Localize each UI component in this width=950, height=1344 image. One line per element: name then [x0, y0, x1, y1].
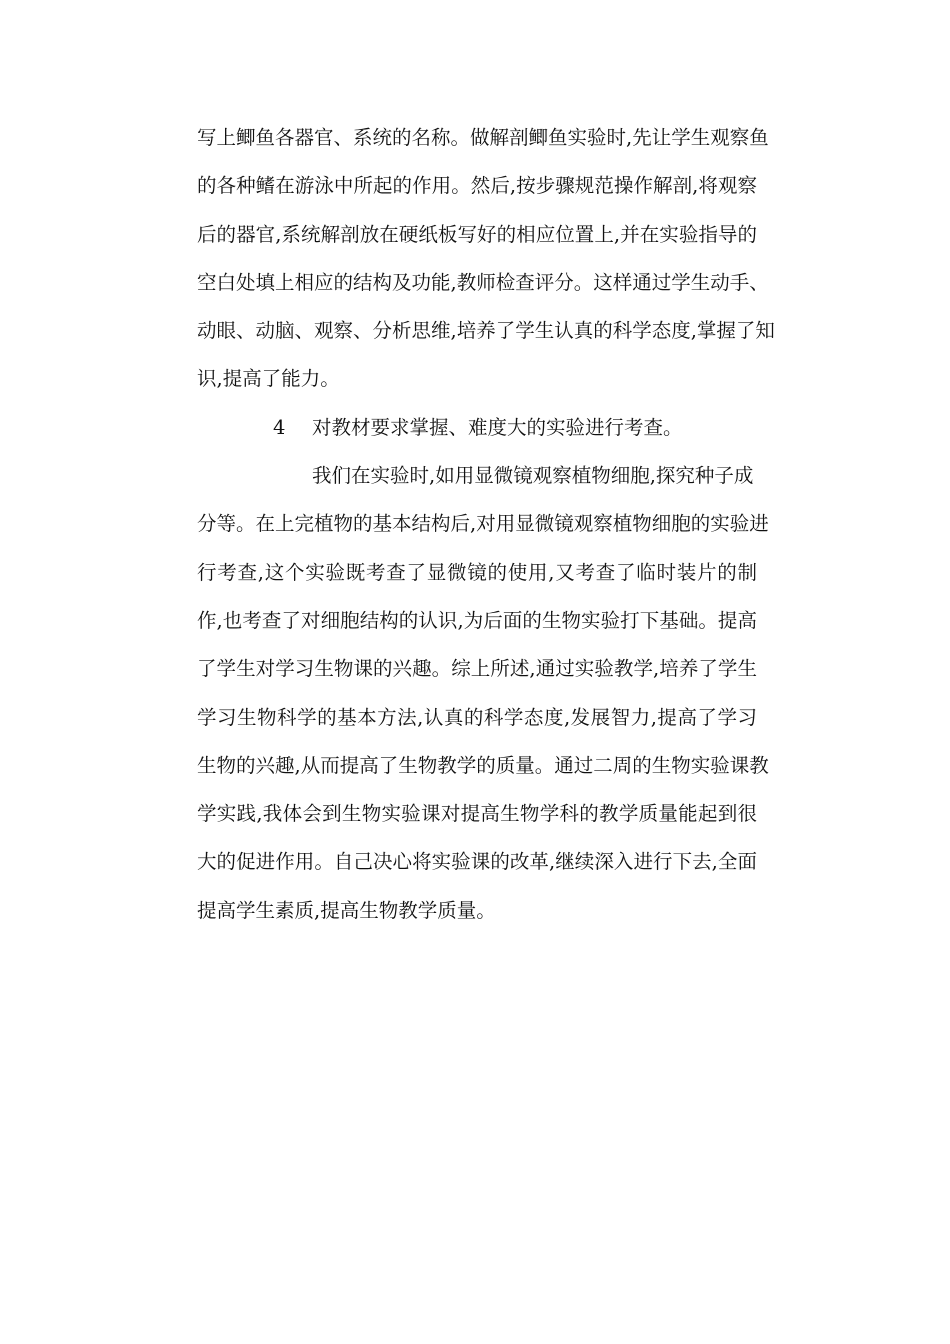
paragraph-line: 了学生对学习生物课的兴趣。综上所述,通过实验教学,培养了学生: [197, 657, 757, 681]
paragraph-line: 写上鲫鱼各器官、系统的名称。做解剖鲫鱼实验时,先让学生观察鱼: [197, 126, 769, 149]
paragraph-line: 的各种鳍在游泳中所起的作用。然后,按步骤规范操作解剖,将观察: [197, 174, 757, 198]
section-title: 对教材要求掌握、难度大的实验进行考查。: [312, 415, 683, 439]
paragraph-line: 作,也考查了对细胞结构的认识,为后面的生物实验打下基础。提高: [197, 608, 757, 632]
paragraph-first-line: 我们在实验时,如用显微镜观察植物细胞,探究种子成: [312, 464, 754, 488]
paragraph-line: 后的器官,系统解剖放在硬纸板写好的相应位置上,并在实验指导的: [197, 222, 757, 246]
paragraph-line: 生物的兴趣,从而提高了生物教学的质量。通过二周的生物实验课教: [197, 753, 769, 777]
section-heading: [197, 404, 757, 452]
paragraph-line: 大的促进作用。自己决心将实验课的改革,继续深入进行下去,全面: [197, 850, 757, 874]
paragraph-line: 提高学生素质,提高生物教学质量。: [197, 898, 496, 922]
paragraph-line: 学实践,我体会到生物实验课对提高生物学科的教学质量能起到很: [197, 802, 757, 826]
paragraph-line: 分等。在上完植物的基本结构后,对用显微镜观察植物细胞的实验进: [197, 512, 769, 536]
document-body: [197, 114, 775, 935]
paragraph-line: 行考查,这个实验既考查了显微镜的使用,又考查了临时装片的制: [197, 560, 757, 584]
paragraph-line: 空白处填上相应的结构及功能,教师检查评分。这样通过学生动手、: [197, 270, 769, 294]
paragraph-line: 识,提高了能力。: [197, 367, 340, 391]
paragraph-line: 动眼、动脑、观察、分析思维,培养了学生认真的科学态度,掌握了知: [197, 319, 775, 343]
section-number: 4: [273, 415, 286, 439]
paragraph-line: 学习生物科学的基本方法,认真的科学态度,发展智力,提高了学习: [197, 705, 757, 729]
